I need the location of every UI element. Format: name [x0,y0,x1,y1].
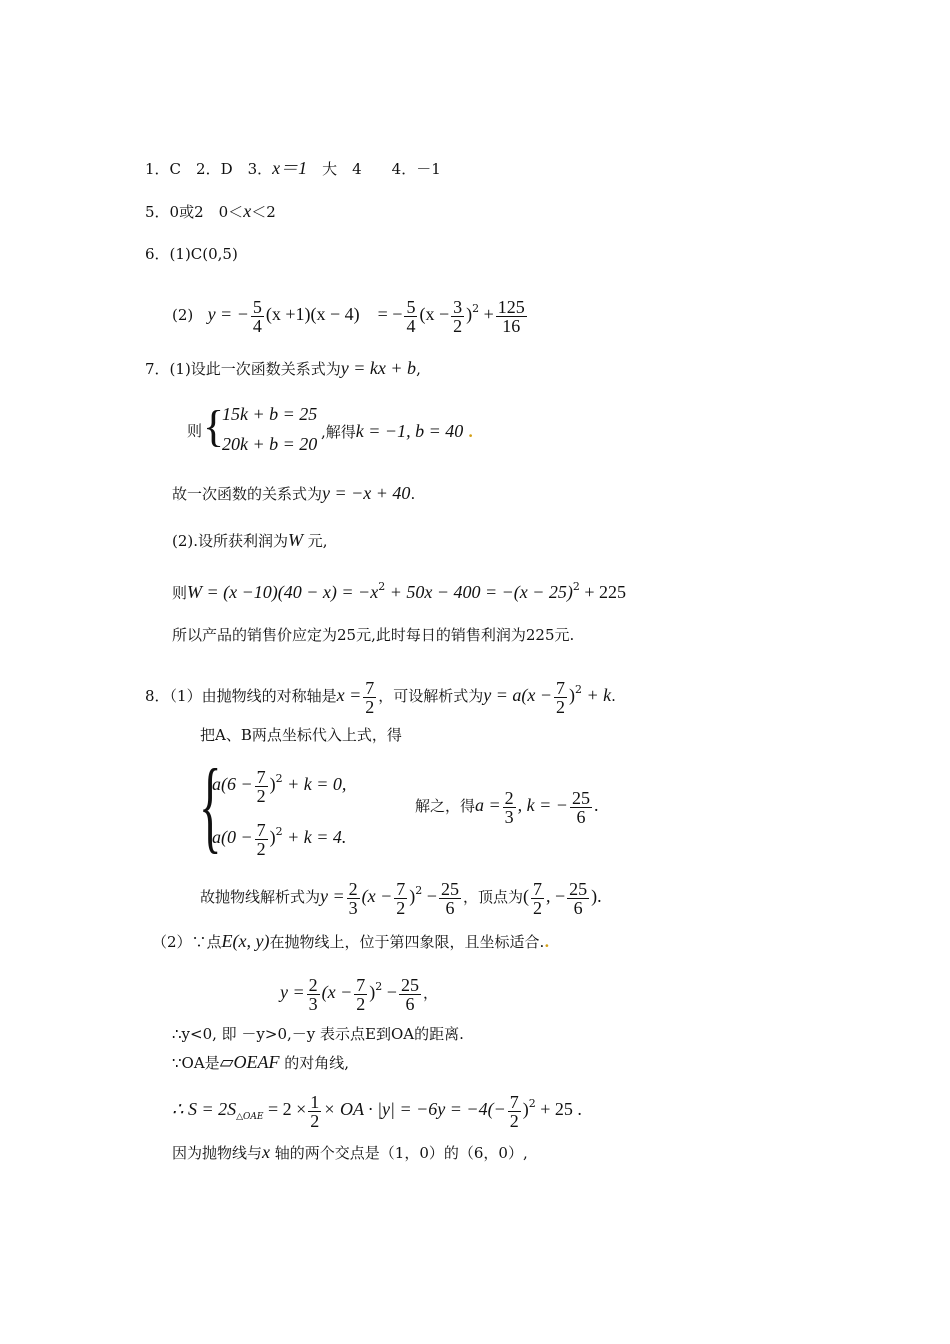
fraction: $\frac{5}{4}$ [252,296,262,336]
answer-6-part2: (2) y = − $\frac{5}{4}$ (x +1)(x − 4) = − $\frac{5}{4}$ (x − $\frac{3}{2}$ )$^2$ + $\frac{125}{16}$ [172,296,525,336]
fraction: $\frac{25}{6}$ [400,974,419,1014]
answer-7-conclusion: 所以产品的销售价应定为25元,此时每日的销售利润为225元. [172,626,575,644]
fraction: $\frac{25}{6}$ [440,878,459,918]
system-equation-1: a(6 − $\frac{7}{2}$ )$^2$ + k = 0, [212,766,347,806]
answer-8-intro: 8．（1）由抛物线的对称轴是x = $\frac{7}{2}$ ，可设解析式为y = a(x − $\frac{7}{2}$ )$^2$ + k. [145,677,616,717]
fraction: $\frac{2}{3}$ [504,787,514,827]
answer-line-5: 5．0或2 0＜x＜2 [145,201,276,221]
equation-1: 15k + b = 25 [222,404,318,424]
left-brace-icon: { [203,402,225,451]
answer-7-intro: 7．(1)设此一次函数关系式为y = kx + b, [145,358,421,378]
fraction: $\frac{7}{2}$ [256,819,266,859]
fraction: $\frac{7}{2}$ [396,878,406,918]
fraction: $\frac{7}{2}$ [509,1091,519,1131]
fraction: $\frac{7}{2}$ [532,878,542,918]
dot-mark: . [544,933,550,951]
fraction: $\frac{7}{2}$ [556,677,566,717]
answer-7-profit-equation: 则$W = (x -10)(40 - x) = -x^2 + 50x - 400 = -(x - 25)^2 + 225$ [172,580,627,602]
equation-system-label: 则 [187,422,203,440]
answer-8-area: ∴ $S = 2S_{\triangle OAE} = 2$ × $\frac{1}{2}$ × OA · |y| = −6y = −4(− $\frac{7}{2}$ )$^2$ + 25 . [172,1091,582,1131]
left-brace-icon: { [199,748,222,863]
answer-6-part1: 6．(1)C(0,5) [145,245,238,263]
answer-7-part2: (2).设所获利润为W 元, [172,530,328,550]
answer-8-part2-equation: y = $\frac{2}{3}$ (x − $\frac{7}{2}$ )$^2$ − $\frac{25}{6}$ ， [280,974,438,1014]
fraction: $\frac{125}{16}$ [497,296,525,336]
answer-line-1-4: 1．C 2．D 3．x＝1 大 4 4．－1 [145,158,441,178]
answer-8-intersections: 因为抛物线与x 轴的两个交点是（1，0）的（6，0）, [172,1142,528,1162]
fraction: $\frac{3}{2}$ [453,296,463,336]
fraction: $\frac{5}{4}$ [406,296,416,336]
fraction: $\frac{7}{2}$ [356,974,366,1014]
system-solution: ,解得k = −1, b = 40 . [321,421,474,441]
fraction: $\frac{2}{3}$ [308,974,318,1014]
answer-8-substitute: 把A、B两点坐标代入上式，得 [200,726,402,744]
fraction: $\frac{7}{2}$ [365,677,375,717]
answer-7-conclude: 故一次函数的关系式为y = −x + 40. [172,483,416,503]
answer-8-result: 故抛物线解析式为y = $\frac{2}{3}$ (x − $\frac{7}{2}$ )$^2$ − $\frac{25}{6}$ ，顶点为( $\frac{7}{2}$ , − $\frac{25}{6}$ ). [200,878,602,918]
fraction: $\frac{25}{6}$ [571,787,590,827]
equation-2: 20k + b = 20 [222,434,318,454]
system-solution: 解之，得a = $\frac{2}{3}$ , k = − $\frac{25}{6}$ . [415,787,599,827]
system-equation-2: a(0 − $\frac{7}{2}$ )$^2$ + k = 4. [212,819,347,859]
fraction: $\frac{25}{6}$ [569,878,588,918]
dot-mark: . [468,423,474,441]
answer-8-part2: （2）∵点E(x, y)在抛物线上，位于第四象限，且坐标适合.. [152,931,550,951]
fraction: $\frac{1}{2}$ [310,1091,320,1131]
answer-8-distance: ∴y<0, 即 －y>0,－y 表示点E到OA的距离. [172,1025,464,1043]
fraction: $\frac{7}{2}$ [256,766,266,806]
answer-8-diagonal: ∵OA是▱OEAF 的对角线, [172,1052,350,1072]
fraction: $\frac{2}{3}$ [348,878,358,918]
